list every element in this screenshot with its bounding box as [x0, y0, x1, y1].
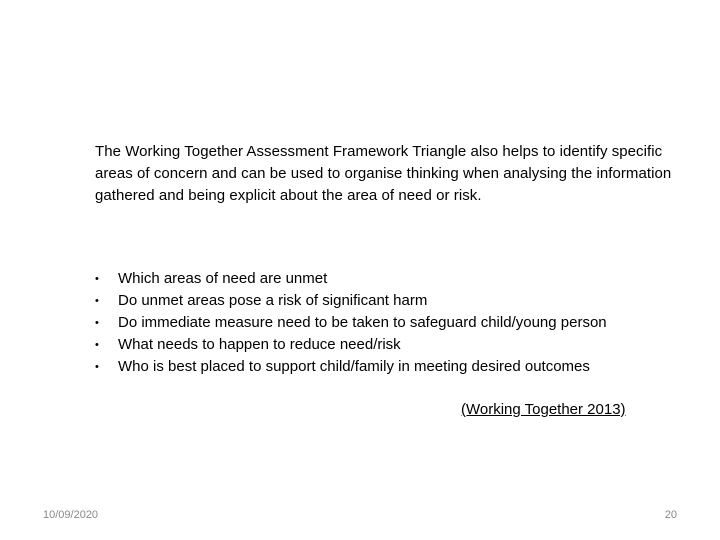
- list-item: [95, 268, 695, 290]
- bullet-icon: •: [95, 339, 99, 351]
- bullet-icon: •: [95, 295, 99, 307]
- page-number: 20: [664, 509, 677, 521]
- bullet-icon: •: [95, 317, 99, 329]
- bullet-icon: •: [95, 361, 99, 373]
- list-item-text: Which areas of need are unmet: [118, 270, 328, 287]
- list-item: [95, 356, 695, 378]
- list-item-text: Do unmet areas pose a risk of significant harm: [118, 292, 428, 309]
- list-item-text: Who is best placed to support child/family in meeting desired outcomes: [118, 358, 590, 375]
- list-item: [95, 334, 695, 356]
- list-item: [95, 312, 695, 334]
- list-item: [95, 290, 695, 312]
- bullet-icon: •: [95, 273, 99, 285]
- footer-date: 10/09/2020: [43, 509, 99, 521]
- list-item-text: Do immediate measure need to be taken to safeguard child/young person: [118, 314, 607, 331]
- citation: (Working Together 2013): [461, 401, 626, 418]
- intro-paragraph: The Working Together Assessment Framework Triangle also helps to identify specific areas of concern and can be used to organise thinking when analysing the information gathered and being explicit about the area of need or risk.: [95, 143, 672, 204]
- bullet-list: [95, 268, 695, 378]
- list-item-text: What needs to happen to reduce need/risk: [118, 336, 401, 353]
